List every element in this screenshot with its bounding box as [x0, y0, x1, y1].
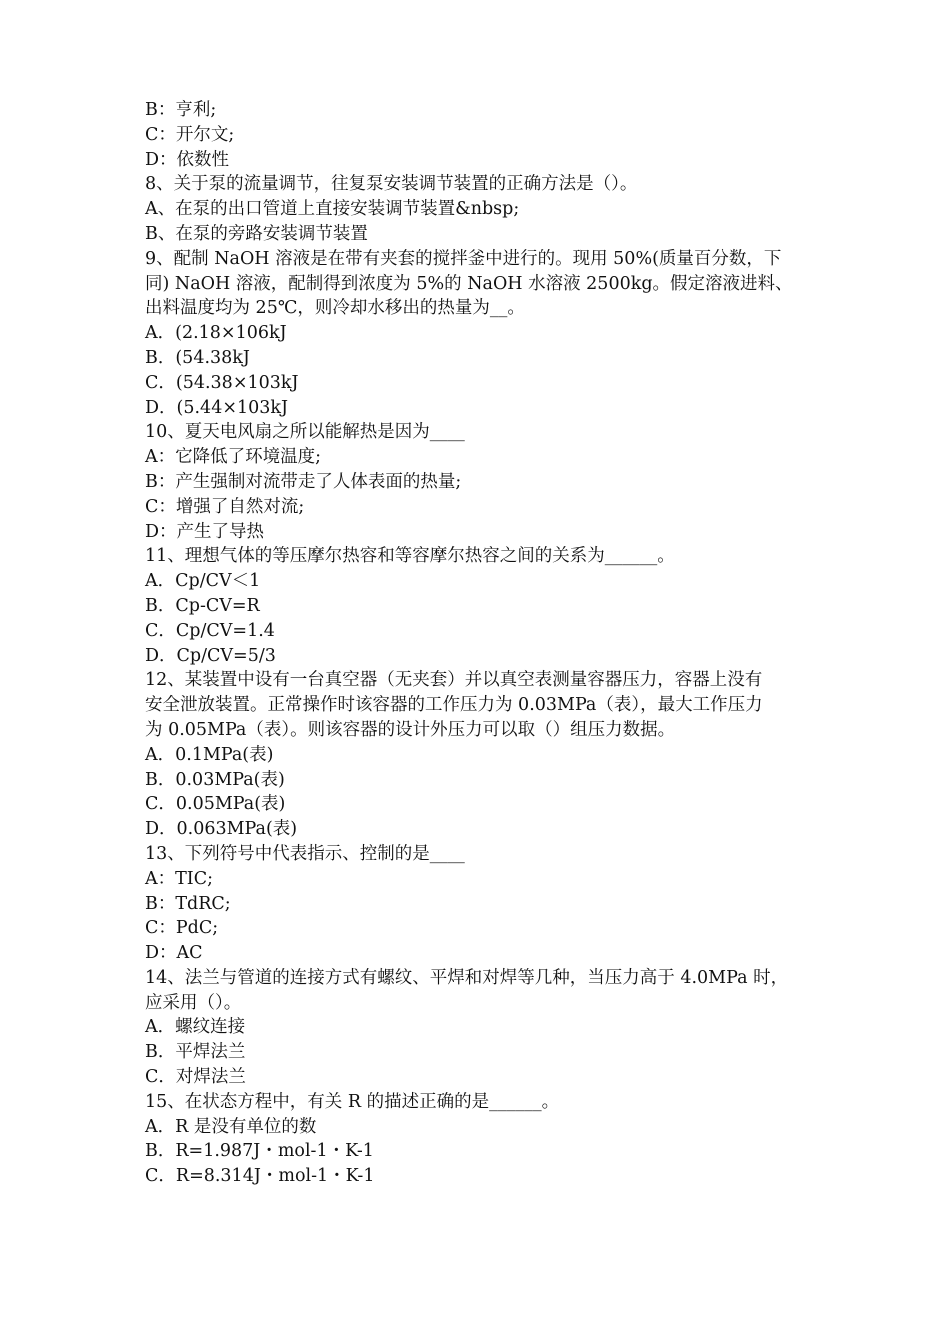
text-line: C：增强了自然对流;	[145, 496, 305, 517]
text-line: 安全泄放装置。正常操作时该容器的工作压力为 0.03MPa（表），最大工作压力	[145, 695, 763, 716]
question-12: 12、某装置中设有一台真空器（无夹套）并以真空表测量容器压力，容器上没有	[145, 670, 763, 691]
text-line: 同) NaOH 溶液，配制得到浓度为 5%的 NaOH 水溶液 2500kg。假定溶液进料、	[145, 273, 793, 294]
text-line: C．(54.38×103kJ	[145, 372, 299, 393]
text-line: A：它降低了环境温度;	[145, 447, 322, 468]
text-line: C：开尔文;	[145, 124, 235, 145]
question-13: 13、下列符号中代表指示、控制的是____	[145, 843, 465, 864]
text-line: C．Cp/CV=1.4	[145, 620, 275, 641]
text-line: D．0.063MPa(表)	[145, 819, 298, 840]
text-line: C．对焊法兰	[145, 1067, 246, 1088]
question-9: 9、配制 NaOH 溶液是在带有夹套的搅拌釜中进行的。现用 50%(质量百分数，下	[145, 248, 782, 269]
question-14: 14、法兰与管道的连接方式有螺纹、平焊和对焊等几种，当压力高于 4.0MPa 时，	[145, 967, 789, 988]
text-line: 出料温度均为 25℃，则冷却水移出的热量为__。	[145, 298, 525, 319]
text-line: A：TIC;	[145, 868, 214, 889]
question-10: 10、夏天电风扇之所以能解热是因为____	[145, 422, 465, 443]
question-text-block	[145, 98, 817, 1189]
text-line: D：依数性	[145, 149, 230, 170]
text-line: D．Cp/CV=5/3	[145, 645, 276, 666]
text-line: D：AC	[145, 943, 203, 964]
text-line: B．Cp-CV=R	[145, 595, 260, 616]
text-line: B．R=1.987J・mol-1・K-1	[145, 1141, 374, 1162]
text-line: C：PdC;	[145, 918, 219, 939]
text-line: A．R 是没有单位的数	[145, 1116, 317, 1137]
text-line: A．Cp/CV＜1	[145, 571, 261, 592]
text-line: C．0.05MPa(表)	[145, 794, 286, 815]
text-line: B．0.03MPa(表)	[145, 769, 285, 790]
question-8: 8、关于泵的流量调节，往复泵安装调节装置的正确方法是（）。	[145, 174, 638, 195]
text-line: 应采用（）。	[145, 992, 242, 1013]
text-line: A．螺纹连接	[145, 1017, 246, 1038]
text-line: B、在泵的旁路安装调节装置	[145, 223, 368, 244]
text-line: D：产生了导热	[145, 521, 265, 542]
text-line: A、在泵的出口管道上直接安装调节装置&nbsp;	[145, 199, 520, 220]
text-line: A．0.1MPa(表)	[145, 744, 274, 765]
question-15: 15、在状态方程中，有关 R 的描述正确的是______。	[145, 1091, 560, 1112]
text-line: 为 0.05MPa（表）。则该容器的设计外压力可以取（）组压力数据。	[145, 719, 676, 740]
text-line: B．平焊法兰	[145, 1042, 246, 1063]
text-line: A．(2.18×106kJ	[145, 323, 287, 344]
question-11: 11、理想气体的等压摩尔热容和等容摩尔热容之间的关系为______。	[145, 546, 675, 567]
text-line: D．(5.44×103kJ	[145, 397, 289, 418]
text-line: B：亨利;	[145, 100, 217, 120]
text-line: C．R=8.314J・mol-1・K-1	[145, 1166, 375, 1187]
text-line: B．(54.38kJ	[145, 347, 250, 368]
text-line: B：产生强制对流带走了人体表面的热量;	[145, 471, 462, 492]
text-line: B：TdRC;	[145, 893, 231, 914]
